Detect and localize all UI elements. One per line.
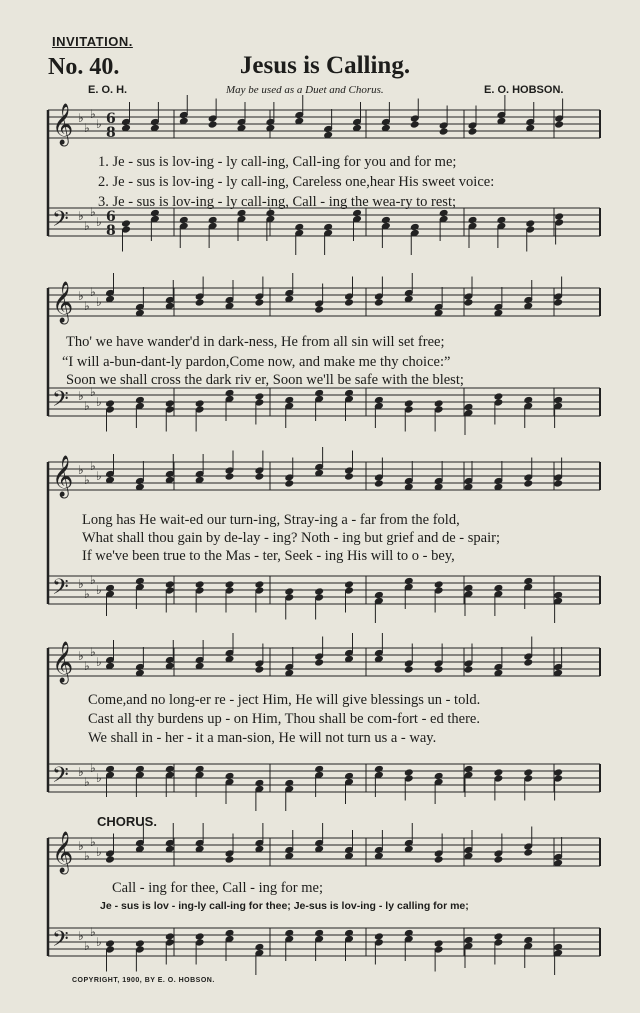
flat-icon: ♭ [78,111,84,125]
flat-icon: ♭ [84,659,90,673]
chorus-label: CHORUS. [97,814,157,829]
flat-icon: ♭ [96,845,102,859]
flat-icon: ♭ [96,395,102,409]
lyric-line: Long has He wait-ed our turn-ing, Stray-ing a - far from the fold, [82,512,460,528]
bass-clef-icon: 𝄢 [52,387,69,417]
note-head [554,120,564,129]
note-head [208,120,218,129]
treble-clef-icon: 𝄞 [52,282,74,323]
flat-icon: ♭ [84,219,90,233]
flat-icon: ♭ [84,849,90,863]
note-head [314,305,324,314]
lyric-line: What shall thou gain by de-lay - ing? Noth - ing but grief and de - spair; [82,530,500,546]
hymn-number: No. 40. [48,54,120,80]
flat-icon: ♭ [84,587,90,601]
note-head [105,855,115,864]
time-signature-digit: 8 [106,223,116,239]
note-head [464,298,474,307]
flat-icon: ♭ [96,655,102,669]
flat-icon: ♭ [90,645,96,659]
flat-icon: ♭ [84,121,90,135]
flat-icon: ♭ [78,839,84,853]
flat-icon: ♭ [78,577,84,591]
flat-icon: ♭ [90,835,96,849]
copyright-notice: COPYRIGHT, 1900, BY E. O. HOBSON. [72,977,215,984]
flat-icon: ♭ [96,935,102,949]
flat-icon: ♭ [84,775,90,789]
lyric-line: Tho' we have wander'd in dark-ness, He from all sin will set free; [66,334,445,350]
flat-icon: ♭ [90,459,96,473]
note-head [493,855,503,864]
lyric-line: 3. Je - sus is lov-ing - ly call-ing, Call - ing the wea-ry to rest; [98,194,456,210]
flat-icon: ♭ [90,285,96,299]
flat-icon: ♭ [96,117,102,131]
lyric-line: “I will a-bun-dant-ly pardon,Come now, and make me thy choice:” [62,354,451,370]
note-head [374,298,384,307]
flat-icon: ♭ [78,765,84,779]
note-head [553,298,563,307]
flat-icon: ♭ [78,389,84,403]
lyric-line: Come,and no long-er re - ject Him, He will give blessings un - told. [88,692,481,708]
note-head [344,472,354,481]
note-head [374,479,384,488]
note-head [523,479,533,488]
flat-icon: ♭ [90,205,96,219]
note-head [404,665,414,674]
flat-icon: ♭ [84,939,90,953]
lyric-line: Soon we shall cross the dark riv er, Soon we'll be safe with the blest; [66,372,464,388]
note-head [344,298,354,307]
flat-icon: ♭ [84,473,90,487]
flat-icon: ♭ [84,399,90,413]
note-head [434,665,444,674]
flat-icon: ♭ [96,583,102,597]
bass-clef-icon: 𝄢 [52,575,69,605]
flat-icon: ♭ [78,289,84,303]
flat-icon: ♭ [78,929,84,943]
flat-icon: ♭ [84,299,90,313]
hymn-title: Jesus is Calling. [239,52,411,79]
flat-icon: ♭ [90,573,96,587]
lyric-line: 2. Je - sus is lov-ing - ly call-ing, Careless one,hear His sweet voice: [98,174,495,190]
treble-clef-icon: 𝄞 [52,832,74,873]
bass-clef-icon: 𝄢 [52,207,69,237]
section-label: INVITATION. [52,34,133,49]
note-head [464,665,474,674]
bass-clef-icon: 𝄢 [52,763,69,793]
bass-clef-icon: 𝄢 [52,927,69,957]
flat-icon: ♭ [78,209,84,223]
flat-icon: ♭ [90,761,96,775]
lyric-line: 1. Je - sus is lov-ing - ly call-ing, Call-ing for you and for me; [98,154,457,170]
flat-icon: ♭ [96,295,102,309]
note-head [225,472,235,481]
flat-icon: ♭ [90,385,96,399]
flat-icon: ♭ [90,925,96,939]
time-signature-digit: 8 [106,125,116,141]
note-head [195,298,205,307]
note-head [523,848,533,857]
lyric-line: We shall in - her - it a man-sion, He will not turn us a - way. [88,730,437,746]
lyricist-credit: E. O. H. [88,84,128,96]
note-head [284,479,294,488]
flat-icon: ♭ [96,771,102,785]
note-head [468,127,478,136]
composer-credit: E. O. HOBSON. [484,84,564,96]
flat-icon: ♭ [96,215,102,229]
note-head [434,855,444,864]
performance-note: May be used as a Duet and Chorus. [226,84,384,96]
note-head [410,120,420,129]
note-head [314,658,324,667]
chorus-lyric-duet: Je - sus is lov - ing-ly call-ing for thee; Je-sus is lov-ing - ly calling for me; [100,900,469,912]
note-head [553,479,563,488]
treble-clef-icon: 𝄞 [52,104,74,145]
note-head [254,472,264,481]
flat-icon: ♭ [90,107,96,121]
lyric-line: Cast all thy burdens up - on Him, Thou shall be com-fort - ed there. [88,711,480,727]
flat-icon: ♭ [78,463,84,477]
time-signature-digit: 6 [106,111,116,127]
treble-clef-icon: 𝄞 [52,642,74,683]
note-head [439,127,449,136]
grand-staff [44,104,600,278]
music-system-1 [44,104,600,278]
lyric-line: If we've been true to the Mas - ter, Seek - ing His will to o - bey, [82,548,455,564]
chorus-lyric-main: Call - ing for thee, Call - ing for me; [112,880,324,896]
treble-clef-icon: 𝄞 [52,456,74,497]
note-head [254,298,264,307]
note-head [254,665,264,674]
flat-icon: ♭ [78,649,84,663]
note-head [225,855,235,864]
note-head [523,658,533,667]
flat-icon: ♭ [96,469,102,483]
time-signature-digit: 6 [106,209,116,225]
